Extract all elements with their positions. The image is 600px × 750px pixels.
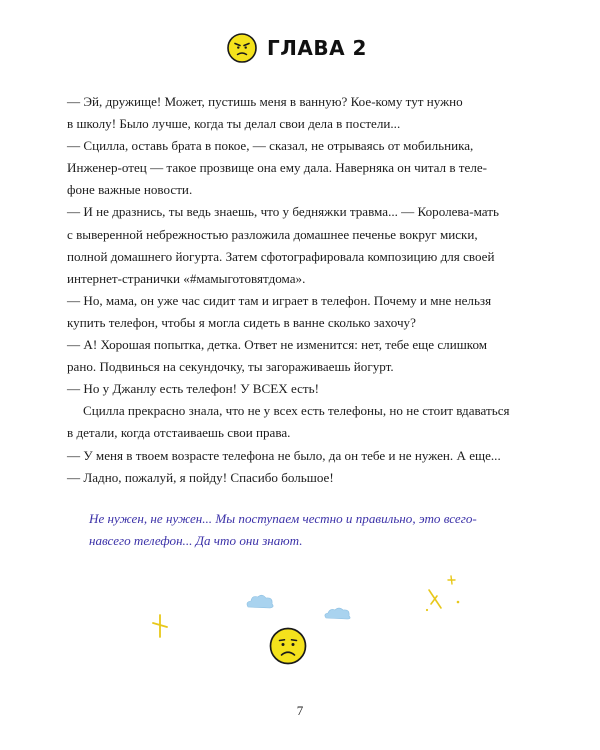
text-line: интернет-странички «#мамыготовятдома». [67,270,306,286]
thought-passage [67,508,541,552]
sad-face-icon [269,627,307,665]
text-line: в детали, когда отстаиваешь свои права. [67,425,291,441]
text-line: — Но, мама, он уже час сидит там и играет в телефон. Почему и мне нельзя [67,292,492,308]
chapter-title: ГЛАВА 2 [267,36,367,60]
text-line: — У меня в твоем возрасте телефона не было, да он тебе и не нужен. А еще... [67,447,501,463]
sparkle-icon [150,613,170,639]
chapter-header [0,33,600,63]
thought-line: Не нужен, не нужен... Мы поступаем честно и правильно, это всего- [89,510,477,526]
text-line: Инженер-отец — такое прозвище она ему дала. Наверняка он читал в теле- [67,160,488,176]
cloud-icon [243,592,277,612]
text-line: полной домашнего йогурта. Затем сфотографировала композицию для своей [67,248,495,264]
cloud-icon [322,605,354,623]
text-line: с выверенной небрежностью разложила домашнее печенье вокруг миски, [67,226,478,242]
text-line: — Эй, дружище! Может, пустишь меня в ванную? Кое-кому тут нужно [67,94,463,109]
text-line: — И не дразнись, ты ведь знаешь, что у бедняжки травма... — Королева-мать [67,204,499,220]
text-line: рано. Подвинься на секундочку, ты загораживаешь йогурт. [67,359,394,375]
text-line: — Но у Джанлу есть телефон! У ВСЕХ есть! [67,381,319,397]
text-line: — Сцилла, оставь брата в покое, — сказал, не отрываясь от мобильника, [67,138,474,154]
angry-face-icon [227,33,257,63]
sparkle-icon [421,572,461,616]
text-line: — Ладно, пожалуй, я пойду! Спасибо большое! [67,469,334,485]
thought-line: навсего телефон... Да что они знают. [89,532,303,548]
text-line: фоне важные новости. [67,182,193,198]
text-line: в школу! Было лучше, когда ты делал свои дела в постели... [67,116,401,132]
page-number: 7 [296,703,304,718]
text-line: купить телефон, чтобы я могла сидеть в ванне сколько захочу? [67,314,416,330]
text-line: — А! Хорошая попытка, детка. Ответ не изменится: нет, тебе еще слишком [67,337,488,353]
text-line: Сцилла прекрасно знала, что не у всех есть телефоны, но не стоит вдаваться [83,403,510,419]
story-text [67,91,541,552]
